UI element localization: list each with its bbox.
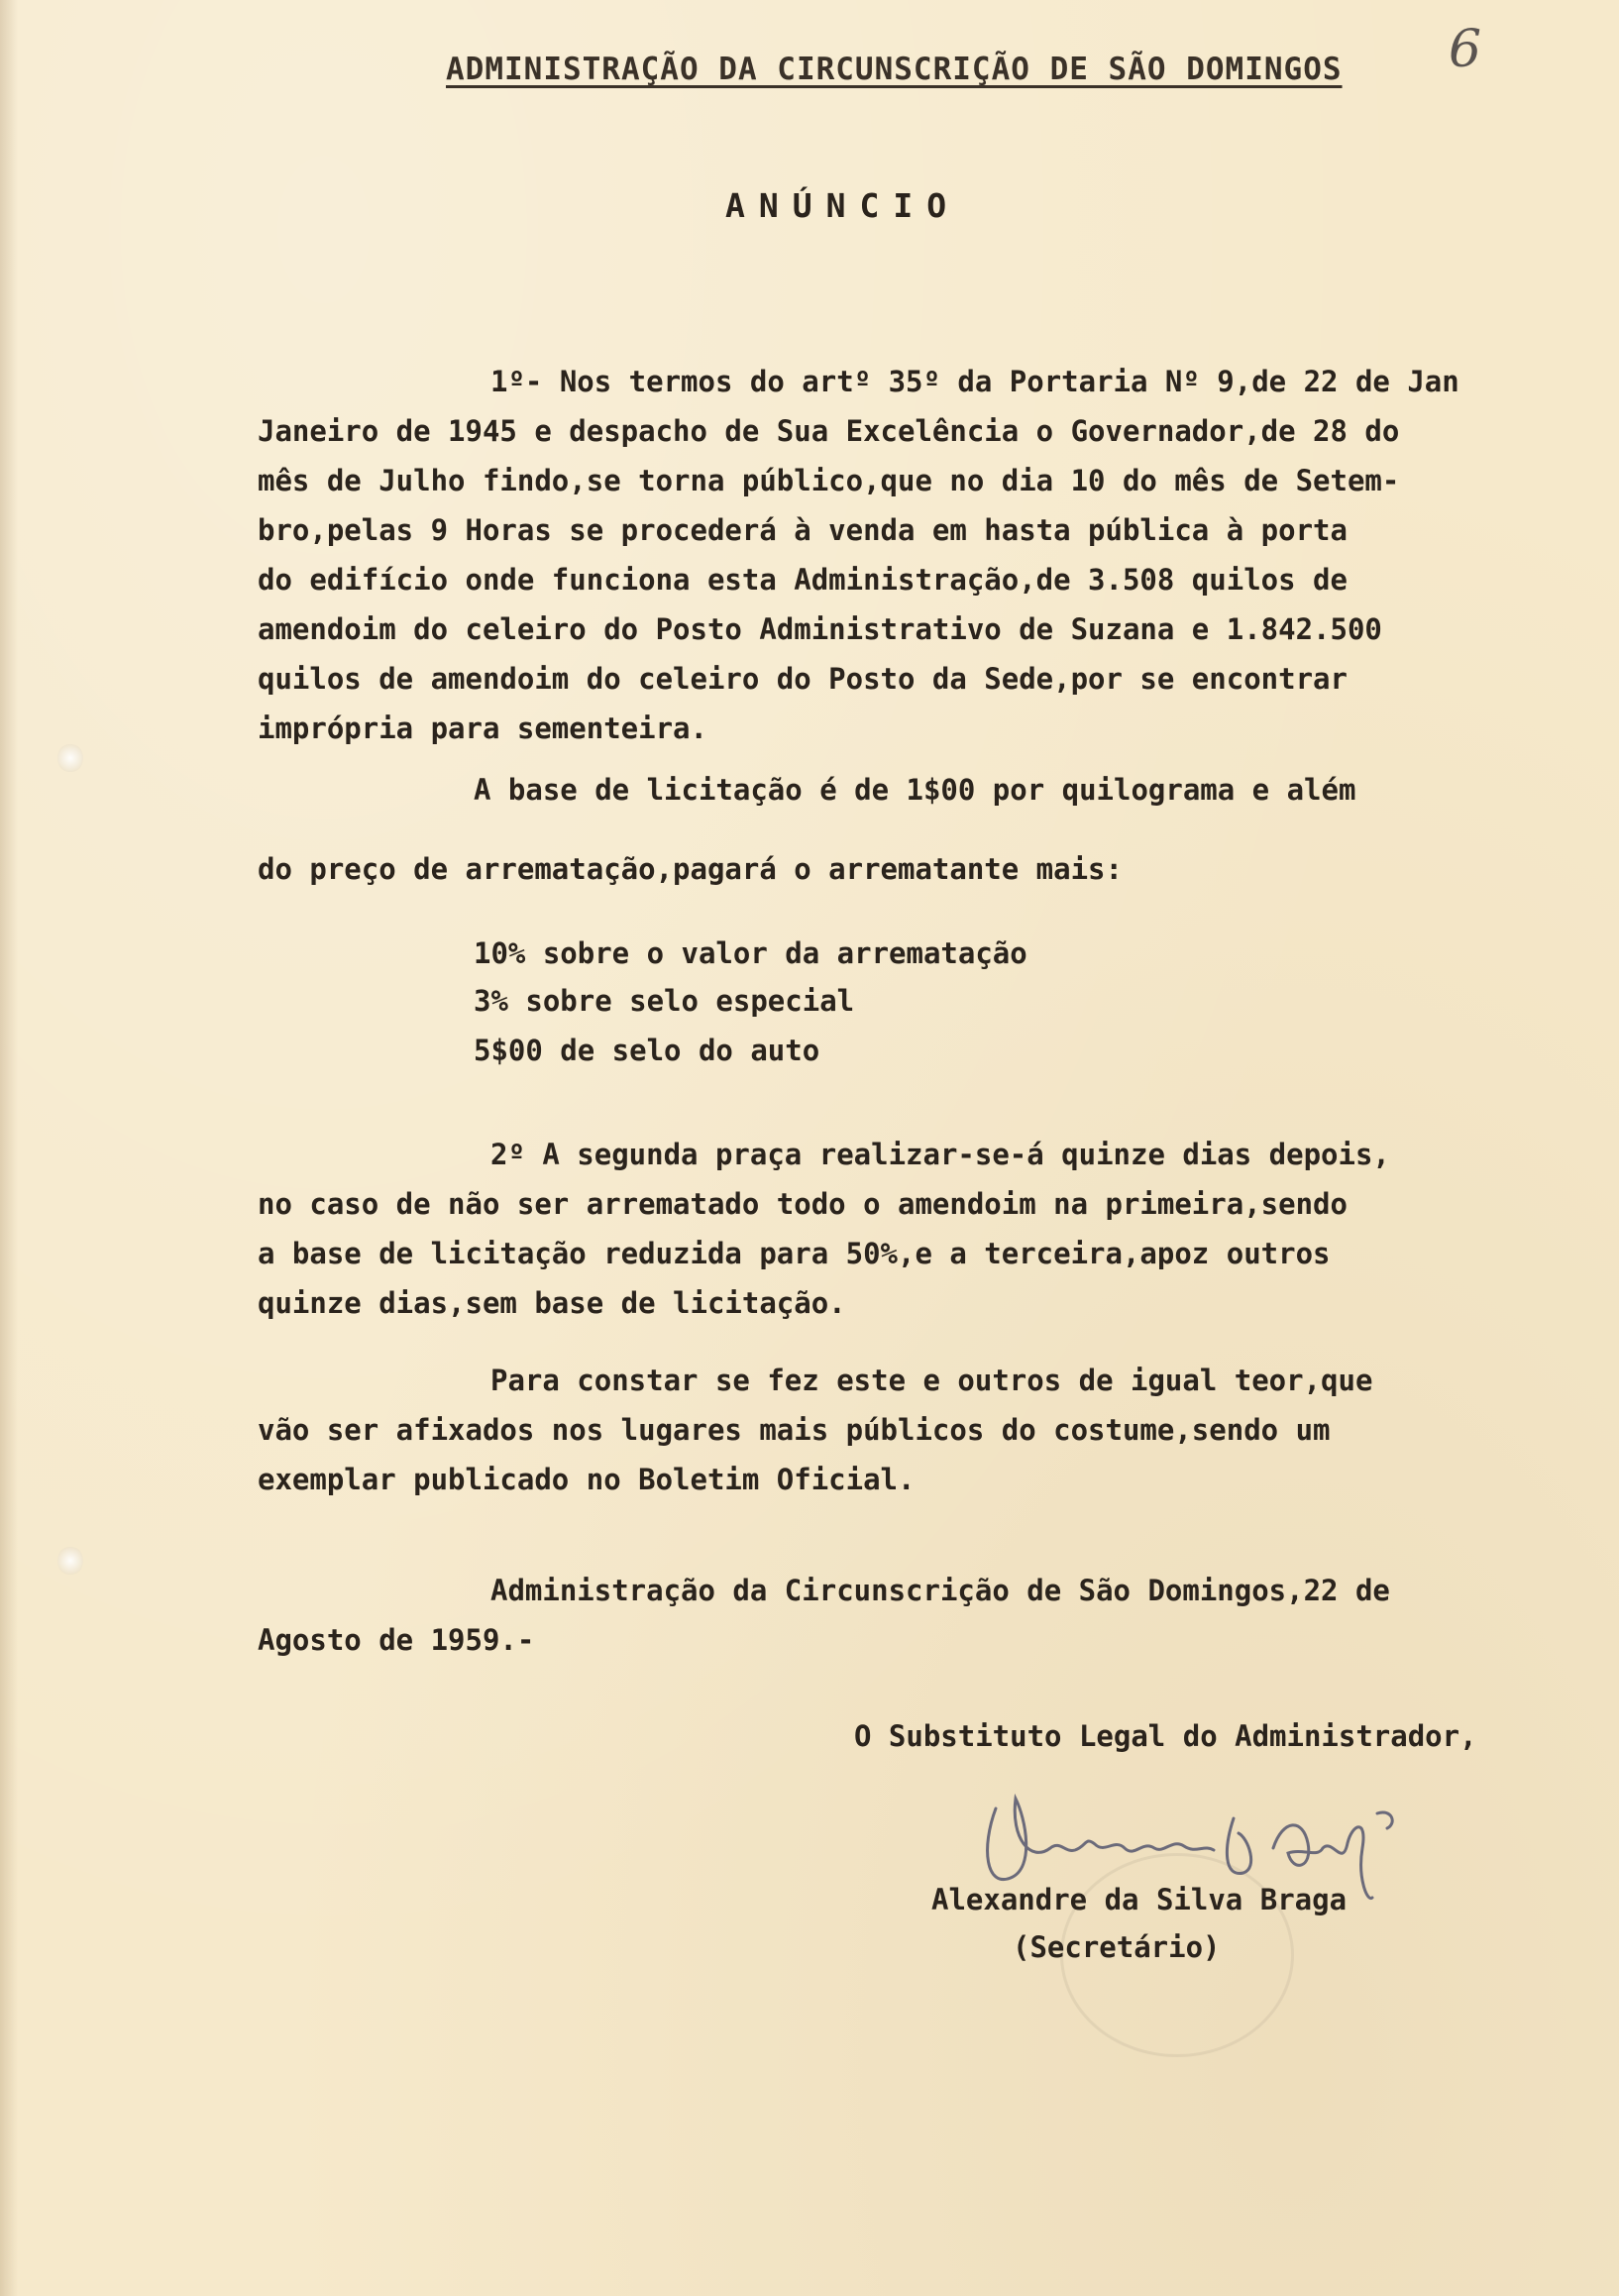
page-number: 6 [1449, 20, 1482, 79]
signatory-role: O Substituto Legal do Administrador, [854, 1719, 1477, 1753]
signatory-name: Alexandre da Silva Braga [931, 1883, 1348, 1916]
paper-edge-shadow [0, 0, 18, 2296]
paragraph-3: do preço de arrematação,pagará o arrematante mais: [258, 852, 1123, 886]
signatory-title: (Secretário) [1013, 1930, 1221, 1964]
fee-item: 10% sobre o valor da arrematação [474, 936, 1027, 970]
fee-item: 3% sobre selo especial [474, 984, 855, 1018]
paragraph-4: 2º A segunda praça realizar-se-á quinze dias depois, no caso de não ser arrematado todo o amendoim na primeira,sendo a base de licitação reduzida para 50%,e a terceira,apoz outros quinze dias,sem base de licitação. [258, 1138, 1390, 1320]
punch-hole-mark [57, 743, 83, 773]
paragraph-2: A base de licitação é de 1$00 por quilograma e além [474, 773, 1356, 807]
punch-hole-mark [57, 1546, 83, 1576]
paragraph-1: 1º- Nos termos do artº 35º da Portaria Nº 9,de 22 de Jan Janeiro de 1945 e despacho de Sua Excelência o Governador,de 28 do mês de Julho findo,se torna público,que no dia 10 do mês de Setem- bro,pelas 9 Horas se procederá à venda em hasta pública à porta do edifício onde funciona esta Administração,de 3.508 quilos de amendoim do celeiro do Posto Administrativo de Suzana e 1.842.500 quilos de amendoim do celeiro do Posto da Sede,por se encontrar imprópria para sementeira. [258, 365, 1459, 745]
place-and-date: Administração da Circunscrição de São Domingos,22 de Agosto de 1959.- [258, 1574, 1390, 1657]
paragraph-5: Para constar se fez este e outros de igual teor,que vão ser afixados nos lugares mais públicos do costume,sendo um exemplar publicado no Boletim Oficial. [258, 1364, 1373, 1496]
fee-item: 5$00 de selo do auto [474, 1034, 820, 1067]
document-header: ADMINISTRAÇÃO DA CIRCUNSCRIÇÃO DE SÃO DOMINGOS [446, 52, 1343, 87]
document-title: ANÚNCIO [725, 186, 961, 225]
